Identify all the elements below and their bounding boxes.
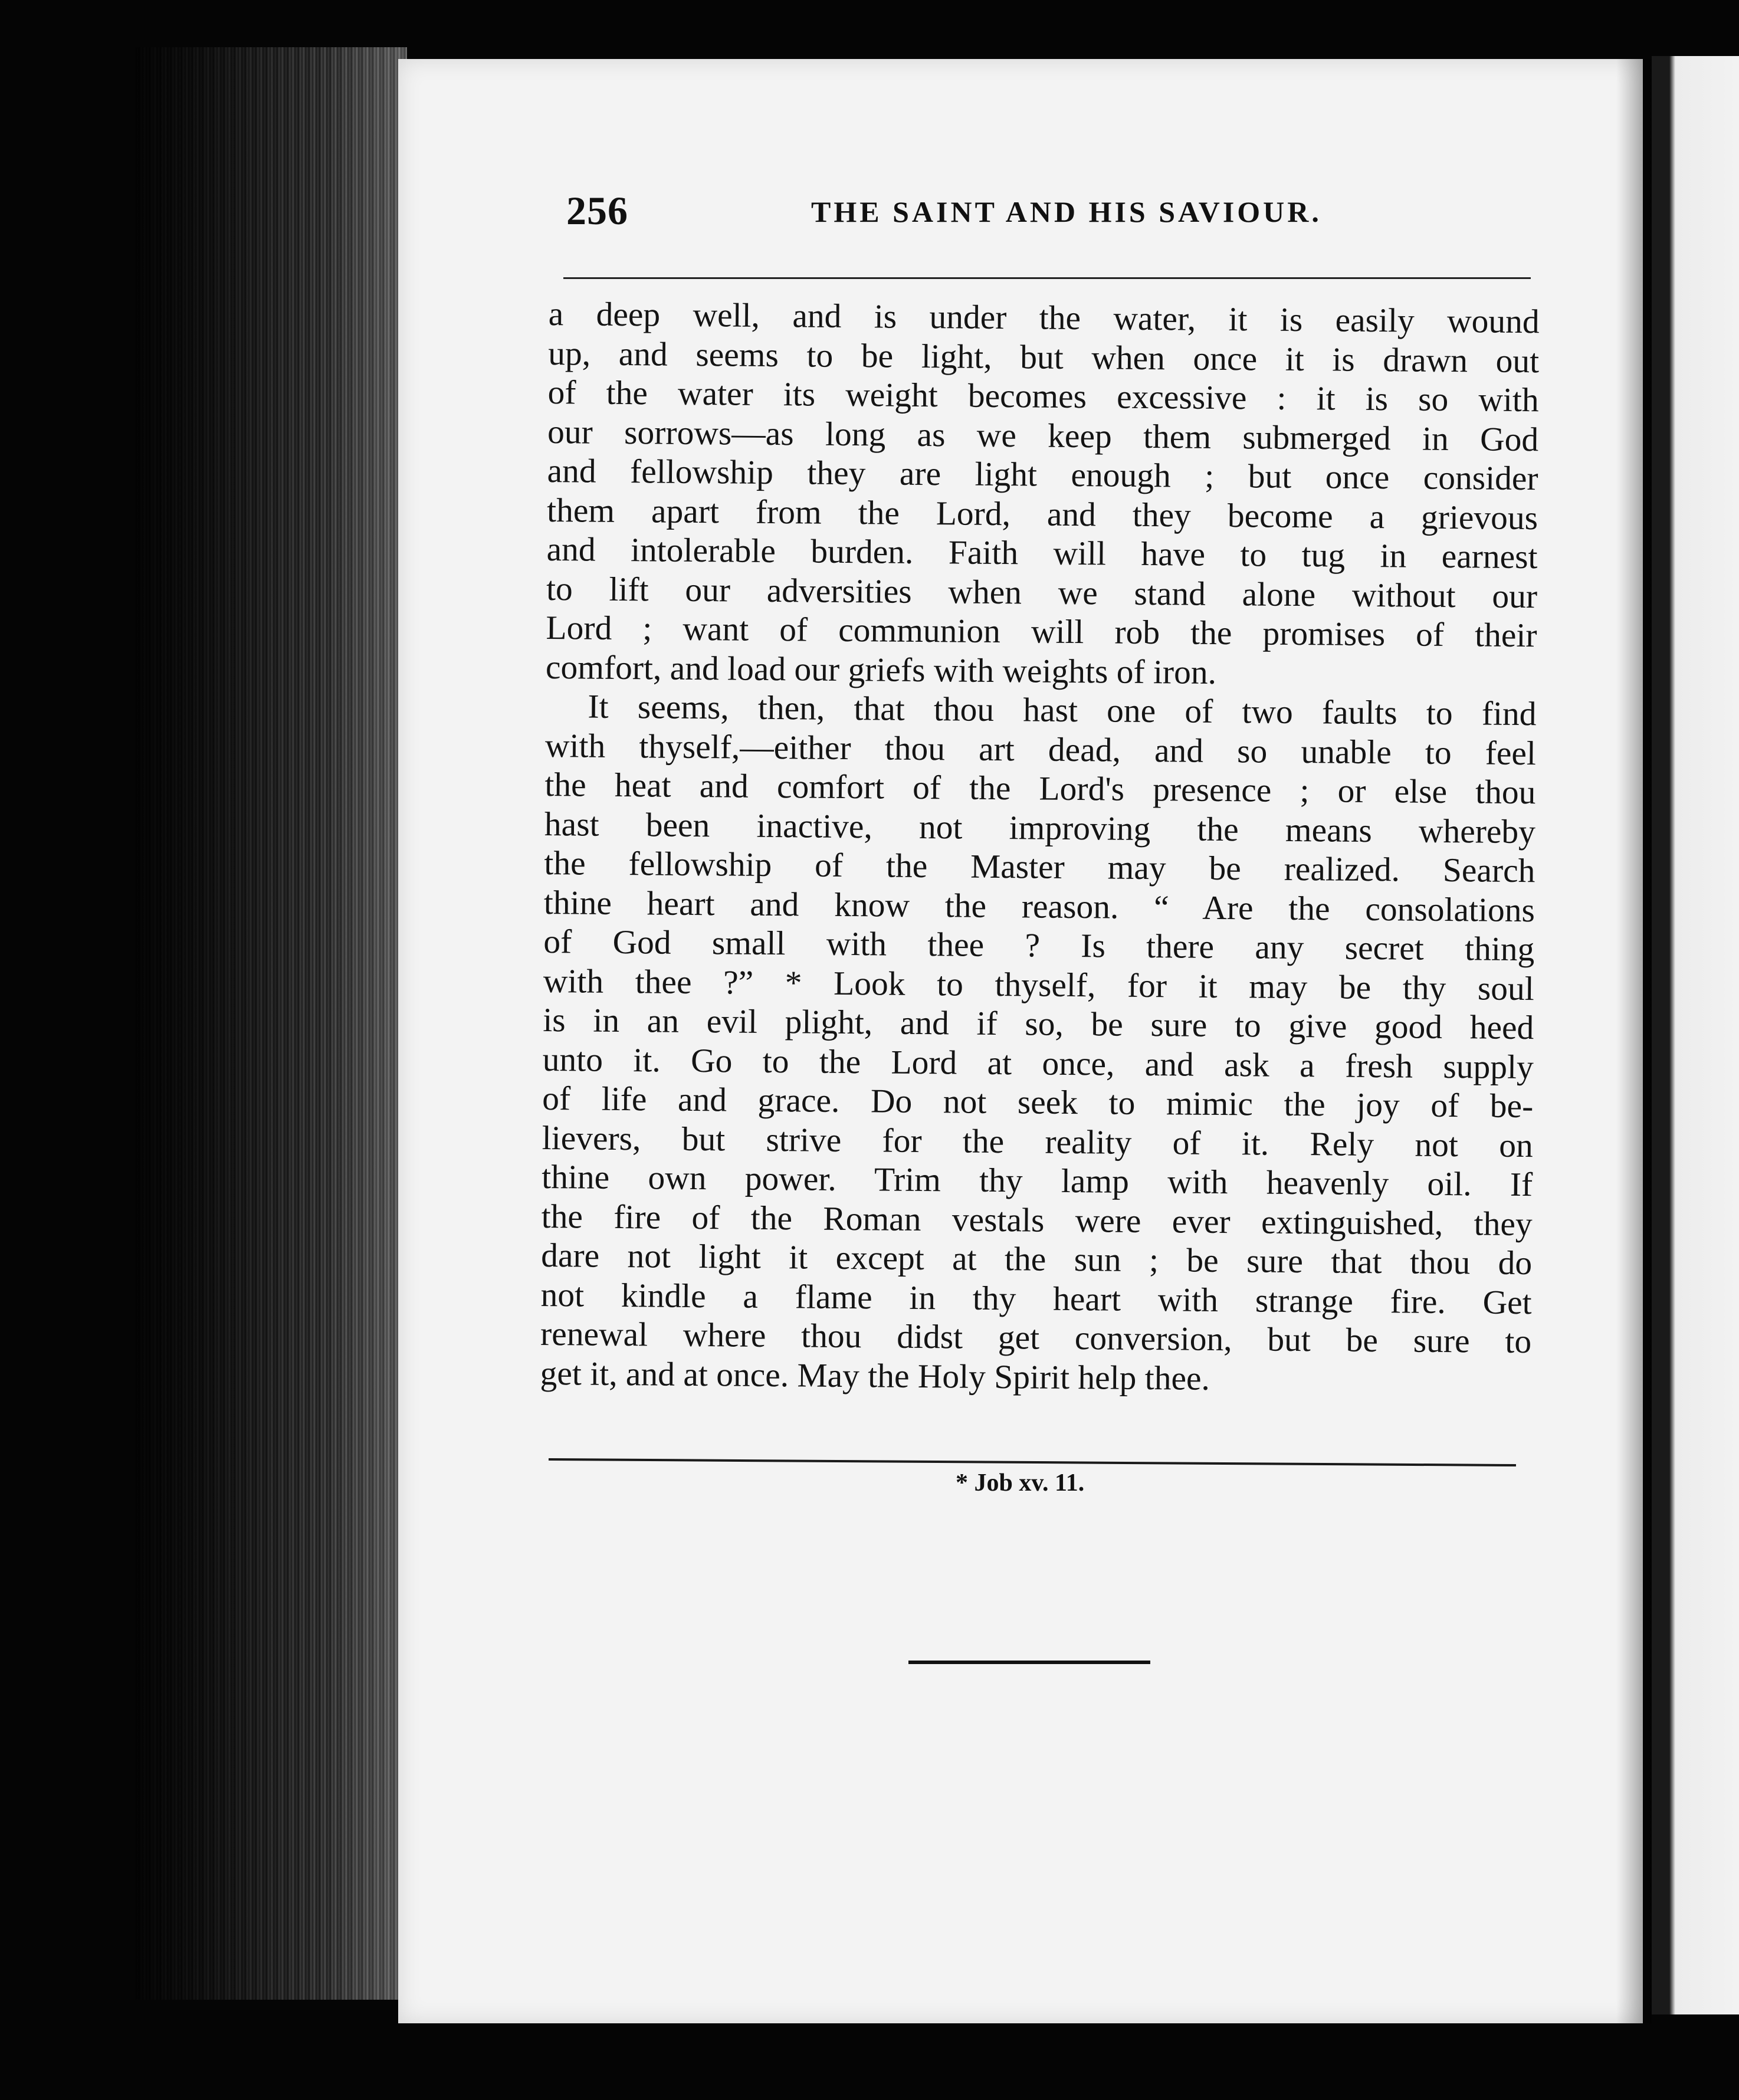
text-line: of life and grace. Do not seek to mimic the joy of be- bbox=[542, 1079, 1534, 1126]
text-line: to lift our adversities when we stand alone without our bbox=[546, 570, 1538, 615]
text-line: renewal where thou didst get conversion, but be sure to bbox=[540, 1315, 1532, 1361]
page-header-title: THE SAINT AND HIS SAVIOUR. bbox=[811, 195, 1322, 228]
paragraph-end-line: get it, and at once. May the Holy Spirit help thee. bbox=[540, 1354, 1210, 1397]
text-line: them apart from the Lord, and they become a grievous bbox=[546, 491, 1538, 537]
text-line: Lord ; want of communion will rob the promises of their bbox=[546, 609, 1537, 655]
text-line: up, and seems to be light, but when once it is drawn out bbox=[547, 334, 1540, 380]
paragraph-start-line: It seems, then, that thou hast one of two faults to find bbox=[588, 688, 1537, 733]
text-line: and fellowship they are light enough ; but once consider bbox=[547, 452, 1538, 498]
paragraph-end-line: comfort, and load our griefs with weights of iron. bbox=[545, 648, 1217, 691]
page-number: 256 bbox=[566, 188, 628, 233]
text-line: is in an evil plight, and if so, be sure to give good heed bbox=[543, 1001, 1534, 1047]
facing-page-edge bbox=[1652, 56, 1739, 2014]
text-line: of the water its weight becomes excessive : it is so with bbox=[547, 373, 1539, 419]
text-line: with thee ?” * Look to thyself, for it may be thy soul bbox=[543, 962, 1535, 1008]
text-line: our sorrows—as long as we keep them submerged in God bbox=[547, 413, 1539, 458]
chapter-end-rule bbox=[908, 1661, 1150, 1664]
text-line: the fellowship of the Master may be realized. Search bbox=[544, 844, 1535, 890]
text-line: and intolerable burden. Faith will have to tug in earnest bbox=[546, 530, 1538, 576]
text-line: lievers, but strive for the reality of it. Rely not on bbox=[542, 1119, 1533, 1164]
text-line: dare not light it except at the sun ; be sure that thou do bbox=[540, 1236, 1533, 1282]
text-line: the heat and comfort of the Lord's presence ; or else thou bbox=[544, 766, 1536, 812]
text-line: with thyself,—either thou art dead, and so unable to feel bbox=[544, 727, 1537, 772]
body-text bbox=[540, 295, 1540, 1401]
text-line: thine own power. Trim thy lamp with heavenly oil. If bbox=[542, 1158, 1533, 1204]
text-line: unto it. Go to the Lord at once, and ask a fresh supply bbox=[542, 1041, 1534, 1086]
text-line: a deep well, and is under the water, it is easily wound bbox=[548, 295, 1540, 341]
text-line: thine heart and know the reason. “ Are the consolations bbox=[543, 884, 1535, 929]
header-rule bbox=[563, 277, 1531, 279]
text-line: hast been inactive, not improving the means whereby bbox=[544, 805, 1536, 851]
gutter-shadow bbox=[1616, 59, 1652, 2023]
running-head bbox=[566, 188, 1534, 258]
book-edges-shading bbox=[136, 47, 407, 2000]
text-line: the fire of the Roman vestals were ever extinguished, they bbox=[541, 1197, 1533, 1243]
footnote: * Job xv. 11. bbox=[956, 1469, 1085, 1497]
text-line: of God small with thee ? Is there any secret thing bbox=[543, 923, 1535, 969]
text-line: not kindle a flame in thy heart with strange fire. Get bbox=[540, 1276, 1532, 1321]
